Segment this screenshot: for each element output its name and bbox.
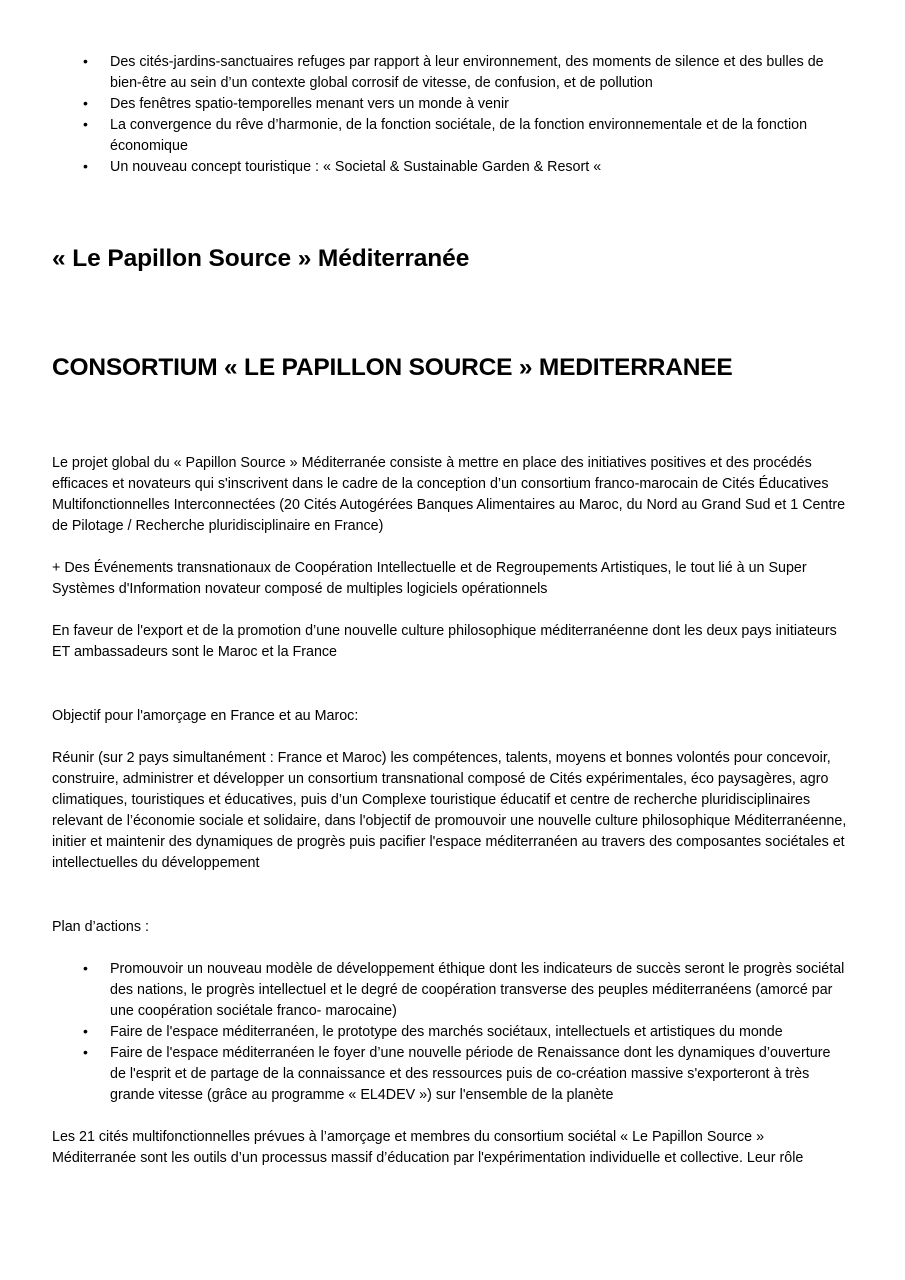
list-item: • Faire de l'espace méditerranéen le foyer d’une nouvelle période de Renaissance dont les dynamiques d’ouverture de l'esprit et de partage de la connaissance et des ressources puis de co-création massive s'exporteront à très grande vitesse (grâce au programme « EL4DEV ») sur l'ensemble de la planète xyxy=(52,1043,850,1106)
plan-bullet-list xyxy=(52,959,850,1106)
list-item: • Promouvoir un nouveau modèle de développement éthique dont les indicateurs de succès seront le progrès sociétal des nations, le progrès intellectuel et le degré de coopération transverse des peuples méditerranéens (amorcé par une coopération sociétale franco- marocaine) xyxy=(52,959,850,1022)
spacer xyxy=(52,600,850,621)
spacer xyxy=(52,727,850,748)
list-item: • La convergence du rêve d’harmonie, de la fonction sociétale, de la fonction environnementale et de la fonction économique xyxy=(52,115,850,157)
spacer xyxy=(52,178,850,244)
paragraph-export: En faveur de l'export et de la promotion d’une nouvelle culture philosophique méditerranéenne dont les deux pays initiateurs ET ambassadeurs sont le Maroc et la France xyxy=(52,623,837,660)
paragraph-events: + Des Événements transnationaux de Coopération Intellectuelle et de Regroupements Artistiques, le tout lié à un Super Systèmes d'Information novateur composé de multiples logiciels opérationnels xyxy=(52,560,807,597)
document-body xyxy=(52,52,850,1169)
list-item: • Des cités-jardins-sanctuaires refuges par rapport à leur environnement, des moments de silence et des bulles de bien-être au sein d’un contexte global corrosif de vitesse, de confusion, et de pollution xyxy=(52,52,850,94)
spacer xyxy=(52,938,850,959)
section-heading-consortium: CONSORTIUM « LE PAPILLON SOURCE » MEDITERRANEE xyxy=(52,354,733,381)
intro-bullet-list xyxy=(52,52,850,178)
spacer xyxy=(52,874,850,917)
plan-label: Plan d’actions : xyxy=(52,919,149,935)
paragraph-cities-role: Les 21 cités multifonctionnelles prévues à l’amorçage et membres du consortium sociétal « Le Papillon Source » Méditerranée sont les outils d’un processus massif d’éducation par l'expérimentation individuelle et collective. Leur rôle xyxy=(52,1129,804,1166)
objective-label: Objectif pour l'amorçage en France et au Maroc: xyxy=(52,708,359,724)
spacer xyxy=(52,383,850,453)
list-item: • Un nouveau concept touristique : « Societal & Sustainable Garden & Resort « xyxy=(52,157,850,178)
spacer xyxy=(52,537,850,558)
list-item: • Des fenêtres spatio-temporelles menant vers un monde à venir xyxy=(52,94,850,115)
spacer xyxy=(52,1106,850,1127)
page-title: « Le Papillon Source » Méditerranée xyxy=(52,245,470,272)
spacer xyxy=(52,663,850,706)
paragraph-project-overview: Le projet global du « Papillon Source » Méditerranée consiste à mettre en place des initiatives positives et des procédés efficaces et novateurs qui s'inscrivent dans le cadre de la conception d’un consortium franco-marocain de Cités Éducatives Multifonctionnelles Interconnectées (20 Cités Autogérées Banques Alimentaires au Maroc, du Nord au Grand Sud et 1 Centre de Pilotage / Recherche pluridisciplinaire en France) xyxy=(52,455,846,534)
paragraph-objective-detail: Réunir (sur 2 pays simultanément : France et Maroc) les compétences, talents, moyens et bonnes volontés pour concevoir, construire, administrer et développer un consortium transnational composé de Cités expérimentales, éco paysagères, agro climatiques, touristiques et éducatives, puis d’un Complexe touristique éducatif et centre de recherche pluridisciplinaires relevant de l’économie sociale et solidaire, dans l'objectif de promouvoir une nouvelle culture philosophique Méditerranéenne, initier et maintenir des dynamiques de progrès puis pacifier l'espace méditerranéen au travers des composantes sociétales et intellectuelles du développement xyxy=(52,750,847,871)
list-item: • Faire de l'espace méditerranéen, le prototype des marchés sociétaux, intellectuels et artistiques du monde xyxy=(52,1022,850,1043)
spacer xyxy=(52,274,850,353)
